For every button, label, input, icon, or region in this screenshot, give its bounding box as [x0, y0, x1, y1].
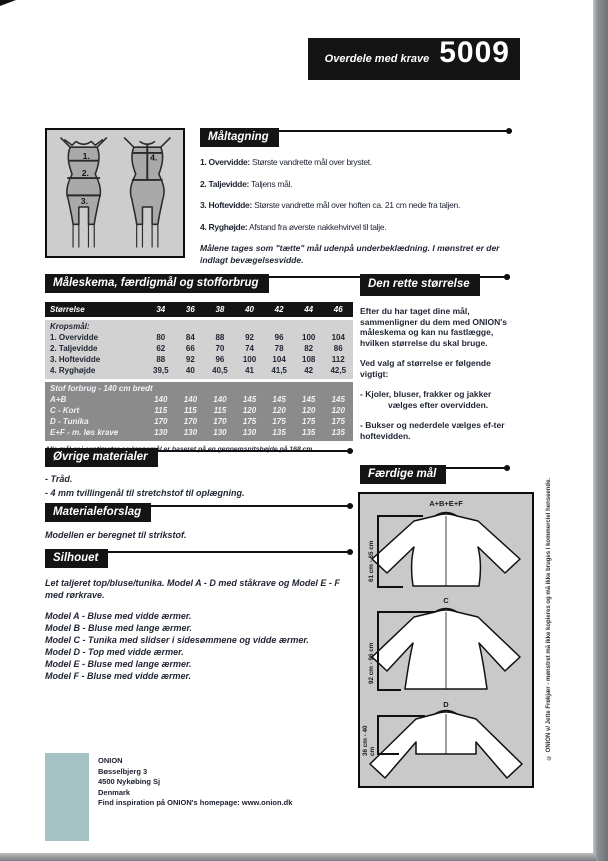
- table-cell: 100: [242, 355, 257, 364]
- table-cell: 145: [331, 395, 345, 404]
- table-cell: 175: [242, 417, 257, 426]
- table-cell: 108: [302, 355, 316, 364]
- measure-item-text: Afstand fra øverste nakkehvirvel til talje.: [249, 221, 387, 232]
- size-column-header: 34: [156, 305, 166, 314]
- table-cell: 175: [302, 417, 316, 426]
- bullet: [360, 389, 510, 411]
- section-title: Måleskema, færdigmål og stofforbrug: [45, 274, 269, 293]
- section-title: Færdige mål: [360, 465, 446, 484]
- measure-bracket-tick: [377, 689, 401, 691]
- table-cell: 88: [156, 355, 166, 364]
- table-cell: 140: [154, 395, 168, 404]
- fabric-block-subhead: [45, 383, 353, 394]
- table-cell: 104: [272, 355, 286, 364]
- model-item: Model A - Bluse med vidde ærmer.: [45, 611, 192, 622]
- table-cell: 170: [154, 417, 168, 426]
- page-edge-shadow-bottom: [0, 853, 596, 861]
- table-cell: 120: [302, 406, 316, 415]
- section-title: Silhouet: [45, 549, 108, 568]
- section-title: Den rette størrelse: [360, 274, 480, 296]
- measure-item: [200, 222, 512, 232]
- table-cell: 100: [302, 333, 316, 342]
- table-cell: 78: [274, 344, 284, 353]
- diagram-measure: 36 cm - 40 cm: [362, 725, 376, 756]
- table-cell: 92: [185, 355, 195, 364]
- table-cell: 120: [242, 406, 257, 415]
- diagram-label: D: [443, 700, 449, 709]
- table-cell: 135: [302, 428, 316, 437]
- table-cell: 145: [242, 395, 257, 404]
- paragraph: Efter du har taget dine mål, sammenligner du dem med ONION's måleskema og kan nu fastlægge, hvilken størrelse du skal bruge.: [360, 305, 508, 349]
- address-line: Find inspiration på ONION's homepage: www.onion.dk: [98, 798, 293, 807]
- figure-label-bust: 1.: [82, 150, 90, 161]
- table-cell: 96: [274, 333, 284, 342]
- bullet: - Bukser og nederdele vælges ef-ter hoftevidden.: [360, 419, 505, 441]
- diagram-label: C: [443, 596, 449, 605]
- measure-bracket-tick: [377, 715, 425, 717]
- table-cell: 40: [185, 366, 195, 375]
- fabric-usage-block: [45, 382, 353, 441]
- table-cell: 170: [183, 417, 198, 426]
- measure-note: Målene tages som "tætte" mål udenpå underbeklædning. I mønstret er der indlagt bevægelsesvidde.: [200, 243, 500, 265]
- table-cell: 115: [213, 406, 227, 415]
- measure-item: [200, 157, 512, 167]
- measure-item-label: 3. Hoftevidde:: [200, 200, 253, 210]
- table-row: [45, 405, 353, 416]
- table-cell: 88: [215, 333, 225, 342]
- table-cell: 82: [304, 344, 314, 353]
- table-cell: 130: [183, 428, 198, 437]
- table-cell: 140: [213, 395, 227, 404]
- section-rule: [108, 551, 353, 553]
- size-column-header: 36: [185, 305, 195, 314]
- table-row: [45, 354, 353, 365]
- diagram-measure: 61 cm - 65 cm: [368, 540, 375, 582]
- body-block-subhead: [45, 321, 353, 332]
- table-cell: 115: [154, 406, 168, 415]
- section-header: [360, 274, 510, 296]
- size-column-header: 38: [215, 305, 225, 314]
- table-cell: 115: [183, 406, 197, 415]
- bullet-line: - Kjoler, bluser, frakker og jakker: [360, 388, 492, 399]
- size-table-header-row: [45, 302, 353, 317]
- body-measure-figures-illustration: [47, 130, 182, 255]
- measure-definitions: [200, 157, 512, 232]
- table-cell: 62: [156, 344, 166, 353]
- table-cell: 170: [213, 417, 227, 426]
- model-item: Model F - Bluse med vidde ærmer.: [45, 671, 192, 682]
- address-line: Bøsselbjerg 3: [98, 766, 148, 776]
- scan-corner-artifact: [0, 0, 16, 6]
- table-cell: 120: [272, 406, 286, 415]
- measure-bracket-tick: [377, 515, 423, 517]
- table-cell: 130: [242, 428, 257, 437]
- model-item: Model C - Tunika med slidser i sidesømmene og vidde ærmer.: [45, 635, 309, 646]
- address-line: ONION: [98, 756, 123, 765]
- finished-measurements-diagram-box: [358, 492, 534, 788]
- pattern-series-title: Overdele med krave: [324, 53, 430, 65]
- table-cell: 140: [183, 395, 198, 404]
- table-row: [45, 394, 353, 405]
- table-cell: 40,5: [212, 366, 228, 375]
- table-cell: 120: [331, 406, 345, 415]
- size-column-header: 44: [304, 305, 314, 314]
- section-header: [360, 465, 510, 484]
- measure-item-text: Største vandrette mål over brystet.: [252, 157, 372, 167]
- size-table: [45, 302, 353, 441]
- measure-item-label: 1. Overvidde:: [200, 157, 250, 167]
- section-den-rette-storrelse: [360, 274, 510, 450]
- table-cell: 84: [185, 333, 195, 342]
- table-row-label: A+B: [50, 395, 67, 404]
- measure-item: [200, 179, 512, 189]
- size-column-header: 46: [333, 305, 343, 314]
- table-cell: 80: [156, 333, 166, 342]
- section-header: [200, 128, 512, 147]
- footer-color-swatch: [45, 753, 89, 841]
- address-line: Denmark: [98, 787, 131, 797]
- table-cell: 96: [215, 355, 225, 364]
- section-title: Øvrige materialer: [45, 448, 158, 467]
- table-cell: 135: [272, 428, 286, 437]
- section-rule: [158, 450, 353, 452]
- material-suggestion-text: Modellen er beregnet til strikstof.: [45, 530, 187, 540]
- measure-bracket-tick: [377, 586, 403, 588]
- table-cell: 135: [331, 428, 345, 437]
- garment-sketch-blouse: [365, 509, 527, 589]
- section-header: [45, 448, 353, 467]
- table-cell: 175: [272, 417, 286, 426]
- measure-item-text: Taljens mål.: [250, 178, 293, 189]
- measure-bracket-tick: [377, 753, 399, 755]
- body-block-subhead-label: Kropsmål:: [50, 322, 90, 331]
- measure-item-label: 4. Ryghøjde:: [200, 221, 248, 232]
- table-row-label: 4. Ryghøjde: [50, 366, 96, 375]
- page-edge-shadow-right: [593, 0, 608, 861]
- section-maltagning: [200, 128, 512, 267]
- bullet-line: vælges efter overvidden.: [388, 399, 489, 410]
- table-cell: 66: [185, 344, 195, 353]
- publisher-address: [98, 756, 292, 809]
- figure-label-back: 4.: [150, 152, 158, 163]
- measure-bracket-line: [377, 515, 379, 587]
- section-header: [45, 549, 353, 568]
- materials-list: [45, 474, 353, 498]
- table-cell: 130: [213, 428, 227, 437]
- section-rule: [446, 467, 510, 469]
- section-rule: [480, 276, 510, 278]
- figure-label-waist: 2.: [81, 168, 89, 179]
- table-row-label: E+F - m. løs krave: [50, 428, 119, 437]
- body-measure-figure-box: [45, 128, 185, 258]
- garment-sketch-top: [365, 708, 527, 782]
- measure-item-label: 2. Taljevidde:: [200, 178, 250, 189]
- table-cell: 74: [245, 344, 254, 353]
- table-row: [45, 427, 353, 438]
- table-row-label: 2. Taljevidde: [50, 344, 98, 353]
- section-silhouet: [45, 549, 353, 682]
- garment-sketch-tunic: [365, 605, 527, 693]
- table-row-label: D - Tunika: [50, 417, 89, 426]
- material-item: - Tråd.: [45, 474, 73, 484]
- table-cell: 92: [245, 333, 254, 342]
- table-cell: 86: [333, 344, 343, 353]
- table-cell: 175: [331, 417, 345, 426]
- address-line: 4500 Nykøbing Sj: [98, 777, 161, 786]
- section-title: Materialeforslag: [45, 503, 151, 522]
- diagram-measure: 92 cm - 96 cm: [368, 642, 375, 684]
- table-cell: 42,5: [330, 366, 347, 375]
- table-cell: 70: [215, 344, 225, 353]
- table-cell: 41: [245, 366, 254, 375]
- table-cell: 112: [331, 355, 345, 364]
- table-row: [45, 416, 353, 427]
- table-row: [45, 332, 353, 343]
- paragraph: Ved valg af størrelse er følgende vigtigt:: [360, 358, 491, 380]
- measure-bracket-tick: [377, 611, 435, 613]
- model-item: Model D - Top med vidde ærmer.: [45, 647, 184, 658]
- section-header: [45, 503, 353, 522]
- section-materialeforslag: [45, 503, 353, 540]
- section-rule: [279, 130, 512, 132]
- table-row: [45, 343, 353, 354]
- table-cell: 145: [302, 395, 316, 404]
- table-cell: 41,5: [271, 366, 287, 375]
- silhouette-intro: Let taljeret top/bluse/tunika. Model A - D med ståkrave og Model E - F med rørkrave.: [45, 578, 340, 601]
- measure-item-text: Største vandrette mål over hoften ca. 21 cm nede fra taljen.: [254, 200, 461, 210]
- section-ovrige-materialer: [45, 448, 353, 502]
- material-item: - 4 mm tvillingenål til stretchstof til oplægning.: [45, 488, 245, 498]
- model-item: Model E - Bluse med lange ærmer.: [45, 659, 192, 670]
- model-list: [45, 610, 353, 682]
- section-faerdige-mal: [360, 465, 510, 484]
- measure-bracket-line: [377, 715, 379, 754]
- pattern-header: [308, 38, 520, 80]
- copyright-vertical-text: © ONION v/ Jette Frøkjær - mønstret må ikke kopieres og må ikke bruges i kommerciel henseende.: [546, 477, 552, 760]
- measure-item: [200, 200, 512, 210]
- figure-label-hip: 3.: [80, 196, 88, 207]
- table-cell: 130: [154, 428, 168, 437]
- fabric-block-subhead-label: Stof forbrug - 140 cm bredt: [50, 384, 153, 393]
- table-cell: 104: [331, 333, 345, 342]
- pattern-number: 5009: [439, 36, 510, 69]
- table-row-label: 3. Hoftevidde: [50, 355, 101, 364]
- table-row-label: C - Kort: [50, 406, 80, 415]
- model-item: Model B - Bluse med lange ærmer.: [45, 623, 193, 634]
- section-title: Måltagning: [200, 128, 279, 147]
- diagram-label: A+B+E+F: [429, 499, 463, 508]
- size-column-header: 42: [274, 305, 284, 314]
- table-row: [45, 365, 353, 376]
- section-rule: [151, 505, 353, 507]
- table-row-label: 1. Overvidde: [50, 333, 99, 342]
- table-cell: 39,5: [153, 366, 169, 375]
- size-table-header-label: Størrelse: [50, 305, 85, 314]
- body-measurements-block: [45, 320, 353, 379]
- measure-bracket-line: [377, 611, 379, 690]
- table-cell: 42: [304, 366, 314, 375]
- table-cell: 145: [272, 395, 286, 404]
- size-column-header: 40: [245, 305, 254, 314]
